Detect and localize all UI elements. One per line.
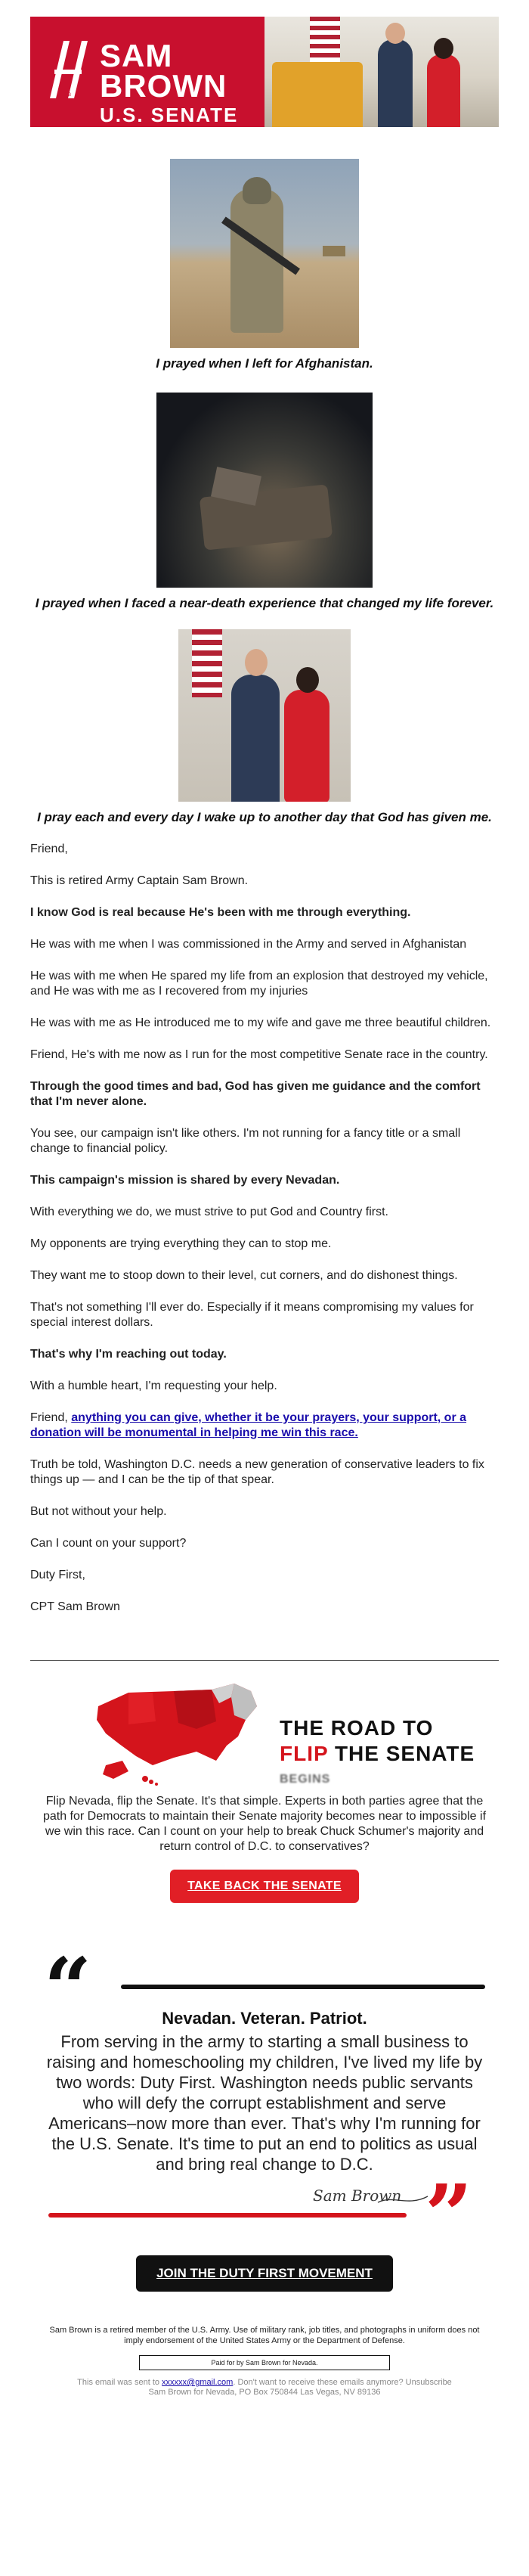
unsubscribe-text[interactable]: . Don't want to receive these emails anymore? Unsubscribe	[233, 2378, 452, 2387]
take-back-senate-button[interactable]: TAKE BACK THE SENATE	[170, 1870, 359, 1903]
svg-text:SB: SB	[64, 93, 72, 98]
letter-paragraph-bold: This campaign's mission is shared by every Nevadan.	[30, 1174, 340, 1187]
open-quote-icon: “	[44, 1939, 92, 2037]
photo-caption: I pray each and every day I wake up to another day that God has given me.	[37, 810, 492, 824]
quote-rule-top	[121, 1985, 485, 1989]
name-line-2: BROWN	[100, 67, 227, 104]
ask-prefix: Friend,	[30, 1411, 72, 1424]
man-figure	[378, 39, 413, 127]
mailing-address: Sam Brown for Nevada, PO Box 750844 Las Vegas, NV 89136	[148, 2388, 381, 2397]
letter-paragraph: Truth be told, Washington D.C. needs a new generation of conservative leaders to fix things up — and I can be the tip of that spear.	[30, 1458, 484, 1486]
name-line-1: SAM	[100, 38, 173, 73]
photo-block-afghanistan	[30, 159, 499, 371]
photo-caption: I prayed when I faced a near-death experience that changed my life forever.	[35, 596, 494, 610]
flip-nevada-text: Flip Nevada, flip the Senate. It's that simple. Experts in both parties agree that the path for Democrats to maintain their Senate majority becomes near to impossible if we win this race. Can I count on your help to break Chuck Schumer's majority and return control of D.C. to conservatives?	[42, 1795, 487, 1853]
signature-name: CPT Sam Brown	[30, 1600, 120, 1613]
candidate-name	[100, 38, 239, 126]
letter-paragraph: That's not something I'll ever do. Especially if it means compromising my values for special interest dollars.	[30, 1301, 474, 1329]
man-figure	[231, 675, 280, 802]
photo-block-explosion	[30, 393, 499, 611]
road-title-line-2: THE SENATE	[334, 1742, 475, 1765]
letter-paragraph: This is retired Army Captain Sam Brown.	[30, 874, 249, 887]
paid-for-box: Paid for by Sam Brown for Nevada.	[139, 2355, 390, 2370]
letter-body	[30, 842, 499, 1615]
section-divider	[30, 1660, 499, 1661]
donation-ask-paragraph	[30, 1411, 499, 1441]
photo-caption: I prayed when I left for Afghanistan.	[156, 356, 373, 371]
letter-paragraph: Friend, He's with me now as I run for the most competitive Senate race in the country.	[30, 1048, 488, 1061]
road-title-line-1: THE ROAD TO	[280, 1716, 434, 1740]
wreckage-photo	[156, 393, 373, 588]
letter-paragraph: With a humble heart, I'm requesting your help.	[30, 1380, 277, 1392]
equipment-image	[272, 62, 363, 127]
recipient-email-link[interactable]: xxxxxx@gmail.com	[162, 2378, 234, 2387]
sign-off: Duty First,	[30, 1569, 85, 1581]
svg-text:Sam Brown: Sam Brown	[313, 2186, 402, 2205]
letter-paragraph: He was with me when He spared my life from an explosion that destroyed my vehicle, and He was with me as I recovered from my injuries	[30, 970, 488, 998]
military-disclaimer: Sam Brown is a retired member of the U.S. Army. Use of military rank, job titles, and photographs in uniform does not imply endorsement of the United States Army or the Department of Defense.	[49, 2326, 480, 2345]
woman-figure	[284, 690, 329, 802]
road-to-flip-title	[280, 1715, 475, 1792]
quote-rule-bottom	[48, 2213, 407, 2218]
name-line-3: U.S. SENATE	[100, 103, 239, 126]
woman-figure	[427, 54, 460, 127]
letter-paragraph: My opponents are trying everything they can to stop me.	[30, 1237, 332, 1250]
sent-to-prefix: This email was sent to	[77, 2378, 162, 2387]
close-quote-icon: ”	[425, 2166, 473, 2264]
letter-paragraph: Can I count on your support?	[30, 1537, 187, 1550]
letter-paragraph: But not without your help.	[30, 1505, 167, 1518]
photo-block-family	[30, 629, 499, 825]
letter-paragraph-bold: Through the good times and bad, God has given me guidance and the comfort that I'm never alone.	[30, 1080, 481, 1108]
header-photo	[264, 17, 499, 127]
soldier-photo	[170, 159, 359, 348]
letter-paragraph: With everything we do, we must strive to put God and Country first.	[30, 1206, 388, 1218]
us-map-icon	[83, 1676, 272, 1789]
letter-paragraph: He was with me as He introduced me to my wife and gave me three beautiful children.	[30, 1016, 491, 1029]
letter-paragraph: He was with me when I was commissioned in the Army and served in Afghanistan	[30, 938, 467, 951]
quote-block	[30, 1939, 499, 2264]
join-movement-button[interactable]: JOIN THE DUTY FIRST MOVEMENT	[136, 2255, 393, 2292]
letter-paragraph: They want me to stoop down to their level, cut corners, and do dishonest things.	[30, 1269, 458, 1282]
letter-paragraph: You see, our campaign isn't like others. I'm not running for a fancy title or a small change to financial policy.	[30, 1127, 461, 1155]
american-flag-icon	[192, 629, 222, 697]
sb-logo-icon	[47, 39, 89, 100]
email-footer	[30, 2378, 499, 2398]
letter-paragraph-bold: That's why I'm reaching out today.	[30, 1348, 227, 1361]
signature-icon	[310, 2180, 431, 2210]
letter-paragraph-bold: I know God is real because He's been with me through everything.	[30, 906, 411, 919]
road-title-begins: BEGINS	[280, 1773, 331, 1786]
couple-photo	[178, 629, 351, 802]
vehicle-shape	[323, 246, 345, 256]
quote-title: Nevadan. Veteran. Patriot.	[162, 2009, 367, 2028]
donation-link[interactable]: anything you can give, whether it be your prayers, your support, or a donation will be monumental in helping me win this race.	[30, 1411, 467, 1439]
road-to-flip-graphic[interactable]	[30, 1676, 499, 1789]
road-title-flip: FLIP	[280, 1742, 329, 1765]
wreckage-shape	[200, 484, 333, 550]
quote-body: From serving in the army to starting a small business to raising and homeschooling my children, I've lived my life by two words: Duty First. Washington needs public servants who will defy the corrupt establishment and serve Americans–now more than ever. That's why I'm running for the U.S. Senate. It's time to put an end to politics as usual and bring real change to D.C.	[46, 2032, 483, 2174]
header-banner[interactable]	[30, 17, 499, 127]
letter-greeting: Friend,	[30, 843, 68, 855]
